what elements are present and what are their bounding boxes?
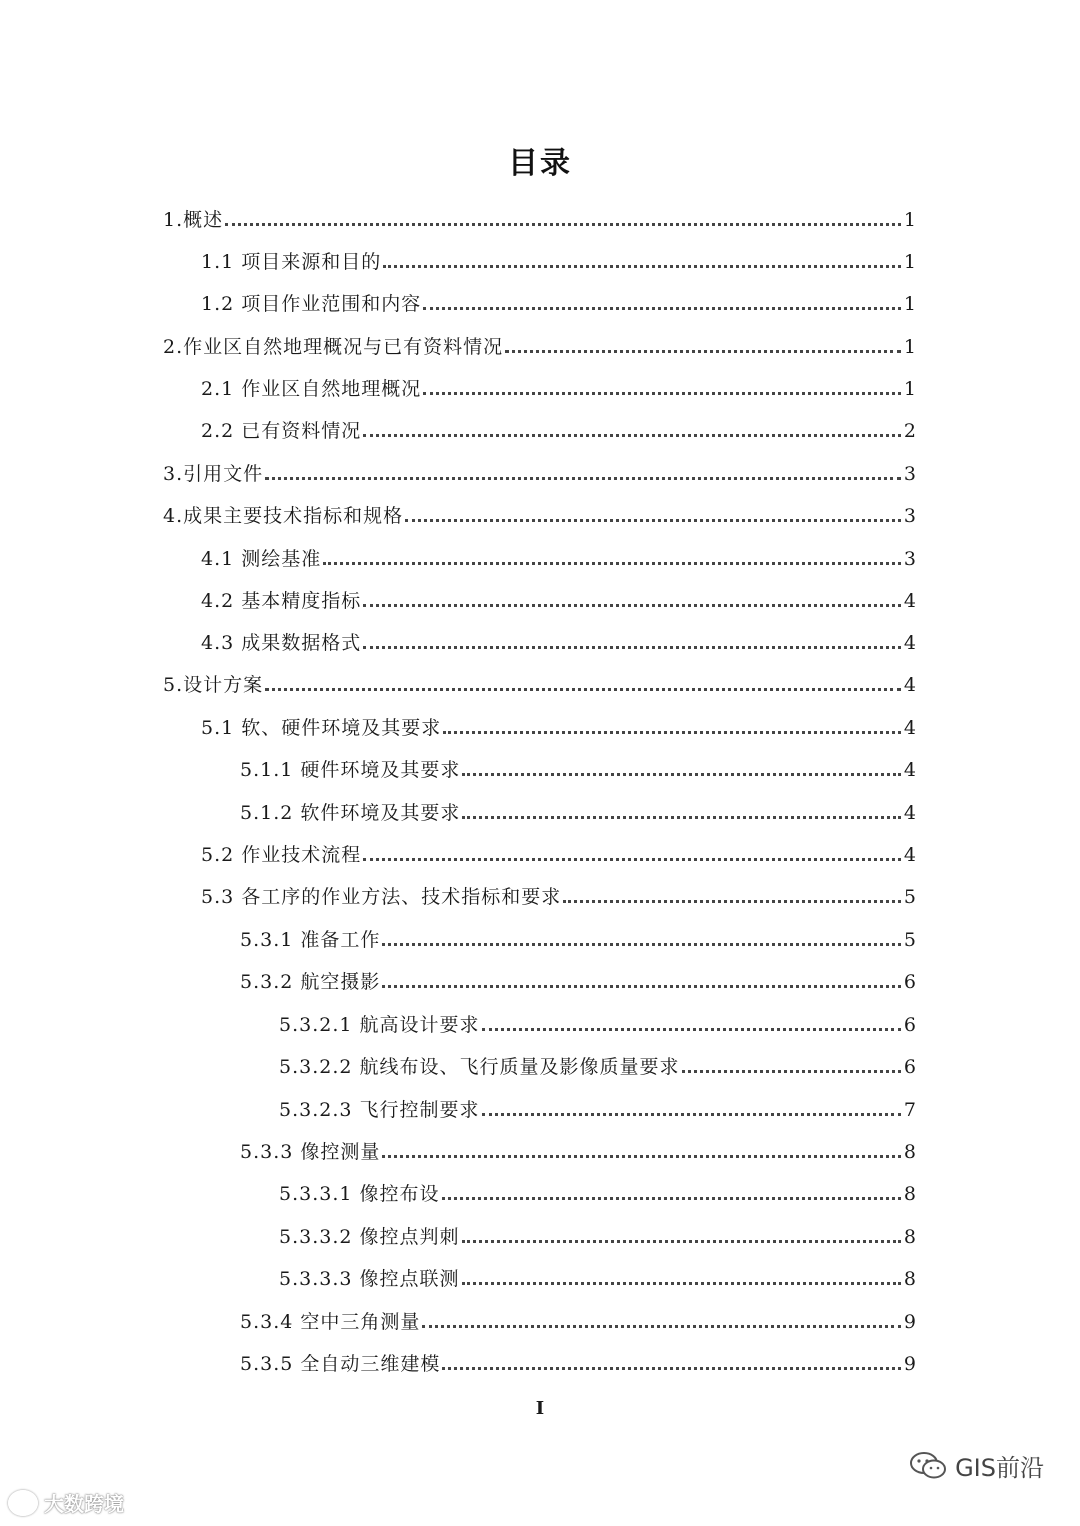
toc-entry[interactable] bbox=[201, 611, 917, 653]
toc-entry-label: 5.3.2.3 飞行控制要求 bbox=[279, 1099, 480, 1121]
toc-entry-page: 1 bbox=[903, 336, 917, 358]
dot-leader bbox=[363, 646, 901, 649]
dot-leader bbox=[462, 1282, 901, 1285]
watermark-left bbox=[8, 1488, 124, 1517]
dot-leader bbox=[265, 477, 901, 480]
toc-entry-page: 8 bbox=[903, 1141, 917, 1163]
toc-entry-label: 5.3.3.2 像控点判刺 bbox=[279, 1226, 460, 1248]
toc-entry[interactable] bbox=[279, 1162, 917, 1204]
dot-leader bbox=[423, 392, 901, 395]
toc-entry-page: 4 bbox=[903, 717, 917, 739]
toc-entry-page: 6 bbox=[903, 971, 917, 993]
dot-leader bbox=[462, 1240, 901, 1243]
toc-entry-label: 5.3.2 航空摄影 bbox=[240, 971, 381, 993]
toc-entry[interactable] bbox=[240, 1332, 917, 1374]
toc-entry[interactable] bbox=[163, 315, 917, 357]
toc-entry-label: 4.成果主要技术指标和规格 bbox=[163, 505, 404, 527]
toc-entry-label: 5.1.2 软件环境及其要求 bbox=[240, 802, 461, 824]
watermark-right-text: GIS前沿 bbox=[955, 1454, 1044, 1482]
dot-leader bbox=[323, 562, 901, 565]
toc-entry-page: 7 bbox=[903, 1099, 917, 1121]
toc-entry-label: 5.3.2.1 航高设计要求 bbox=[279, 1014, 480, 1036]
dot-leader bbox=[505, 350, 901, 353]
dot-leader bbox=[443, 731, 901, 734]
wechat-icon bbox=[909, 1451, 947, 1481]
toc-entry-page: 1 bbox=[903, 378, 917, 400]
toc-entry[interactable] bbox=[279, 1205, 917, 1247]
toc-entry-page: 5 bbox=[903, 929, 917, 951]
toc-entry-label: 5.3.5 全自动三维建模 bbox=[240, 1353, 441, 1375]
dot-leader bbox=[363, 434, 901, 437]
dot-leader bbox=[405, 519, 901, 522]
toc-entry[interactable] bbox=[163, 442, 917, 484]
toc-entry-page: 1 bbox=[903, 293, 917, 315]
toc-entry-page: 4 bbox=[903, 759, 917, 781]
toc-entry-page: 3 bbox=[903, 463, 917, 485]
logo-ring-icon bbox=[8, 1490, 38, 1516]
toc-entry-page: 5 bbox=[903, 886, 917, 908]
toc-entry-label: 2.2 已有资料情况 bbox=[201, 420, 362, 442]
toc-entry-label: 1.概述 bbox=[163, 209, 224, 231]
toc-entry-page: 9 bbox=[903, 1311, 917, 1333]
toc-entry[interactable] bbox=[279, 1247, 917, 1289]
toc-entry[interactable] bbox=[240, 1290, 917, 1332]
toc-entry-label: 5.3.3.1 像控布设 bbox=[279, 1183, 440, 1205]
toc-entry-label: 3.引用文件 bbox=[163, 463, 264, 485]
dot-leader bbox=[563, 900, 901, 903]
page-number: I bbox=[535, 1398, 545, 1419]
dot-leader bbox=[442, 1367, 901, 1370]
dot-leader bbox=[462, 816, 901, 819]
toc-entry-label: 5.3.1 准备工作 bbox=[240, 929, 381, 951]
dot-leader bbox=[442, 1197, 901, 1200]
dot-leader bbox=[423, 307, 901, 310]
toc-title: 目录 bbox=[508, 146, 572, 181]
toc-entry-page: 4 bbox=[903, 590, 917, 612]
watermark-left-text: 大数跨境 bbox=[44, 1492, 124, 1516]
toc-entry-label: 5.设计方案 bbox=[163, 674, 264, 696]
toc-entry[interactable] bbox=[279, 1078, 917, 1120]
toc-entry-page: 1 bbox=[903, 209, 917, 231]
dot-leader bbox=[382, 943, 901, 946]
dot-leader bbox=[482, 1113, 901, 1116]
toc-entry-page: 3 bbox=[903, 505, 917, 527]
dot-leader bbox=[265, 688, 901, 691]
toc-entry[interactable] bbox=[240, 950, 917, 992]
toc-entry[interactable] bbox=[279, 993, 917, 1035]
toc-entry-label: 5.1.1 硬件环境及其要求 bbox=[240, 759, 461, 781]
toc-entry-label: 5.3.3.3 像控点联测 bbox=[279, 1268, 460, 1290]
dot-leader bbox=[462, 773, 901, 776]
dot-leader bbox=[422, 1325, 901, 1328]
toc-entry-page: 8 bbox=[903, 1183, 917, 1205]
toc-entry[interactable] bbox=[201, 823, 917, 865]
dot-leader bbox=[682, 1070, 901, 1073]
toc-entry-label: 5.3.4 空中三角测量 bbox=[240, 1311, 421, 1333]
toc-entry[interactable] bbox=[163, 653, 917, 695]
toc-entry[interactable] bbox=[201, 569, 917, 611]
dot-leader bbox=[225, 223, 901, 226]
toc-entry[interactable] bbox=[240, 1120, 917, 1162]
toc-entry-page: 1 bbox=[903, 251, 917, 273]
toc-entry-page: 4 bbox=[903, 632, 917, 654]
toc-entry-page: 8 bbox=[903, 1268, 917, 1290]
toc-entry-page: 6 bbox=[903, 1014, 917, 1036]
dot-leader bbox=[383, 265, 901, 268]
dot-leader bbox=[482, 1028, 901, 1031]
toc-entry[interactable] bbox=[163, 188, 917, 230]
toc-entry-label: 5.3 各工序的作业方法、技术指标和要求 bbox=[201, 886, 562, 908]
dot-leader bbox=[363, 604, 901, 607]
toc-entry-page: 3 bbox=[903, 548, 917, 570]
toc-entry-label: 5.2 作业技术流程 bbox=[201, 844, 362, 866]
toc-entry-label: 1.1 项目来源和目的 bbox=[201, 251, 382, 273]
toc-entry-page: 9 bbox=[903, 1353, 917, 1375]
toc-entry[interactable] bbox=[201, 230, 917, 272]
dot-leader bbox=[382, 985, 901, 988]
toc-entry[interactable] bbox=[279, 1035, 917, 1077]
toc-entry[interactable] bbox=[240, 908, 917, 950]
toc-entry[interactable] bbox=[201, 357, 917, 399]
dot-leader bbox=[382, 1155, 901, 1158]
toc-entry-page: 6 bbox=[903, 1056, 917, 1078]
watermark-right bbox=[909, 1448, 1044, 1483]
toc-entry-label: 2.作业区自然地理概况与已有资料情况 bbox=[163, 336, 504, 358]
toc-entry[interactable] bbox=[201, 399, 917, 441]
toc-entry-page: 8 bbox=[903, 1226, 917, 1248]
toc-entry-page: 2 bbox=[903, 420, 917, 442]
toc-entry[interactable] bbox=[201, 272, 917, 314]
toc-entry-page: 4 bbox=[903, 674, 917, 696]
toc-entry-label: 5.3.2.2 航线布设、飞行质量及影像质量要求 bbox=[279, 1056, 680, 1078]
toc-entry-label: 4.2 基本精度指标 bbox=[201, 590, 362, 612]
toc-entry[interactable] bbox=[240, 738, 917, 780]
toc-entry[interactable] bbox=[201, 696, 917, 738]
toc-entry-label: 5.1 软、硬件环境及其要求 bbox=[201, 717, 442, 739]
toc-entry[interactable] bbox=[201, 527, 917, 569]
toc-entry-label: 5.3.3 像控测量 bbox=[240, 1141, 381, 1163]
toc-entry-label: 1.2 项目作业范围和内容 bbox=[201, 293, 422, 315]
toc-entry[interactable] bbox=[163, 484, 917, 526]
toc-entry[interactable] bbox=[240, 781, 917, 823]
toc-entry-label: 4.3 成果数据格式 bbox=[201, 632, 362, 654]
toc-entry-page: 4 bbox=[903, 802, 917, 824]
dot-leader bbox=[363, 858, 901, 861]
toc-entry[interactable] bbox=[201, 865, 917, 907]
toc-entry-label: 4.1 测绘基准 bbox=[201, 548, 322, 570]
toc-entry-label: 2.1 作业区自然地理概况 bbox=[201, 378, 422, 400]
toc-entry-page: 4 bbox=[903, 844, 917, 866]
